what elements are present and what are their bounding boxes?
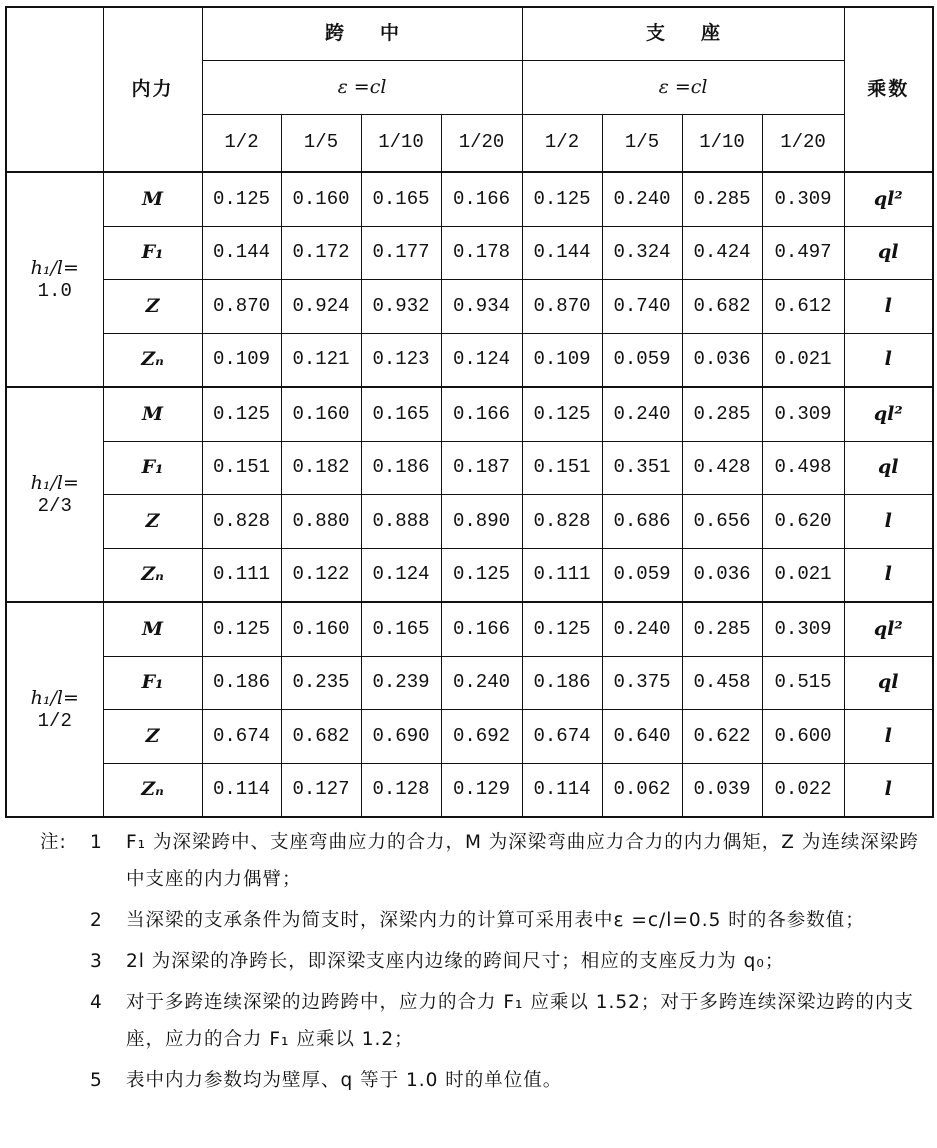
value-cell: 0.182 (281, 441, 361, 495)
value-cell: 0.125 (441, 548, 522, 602)
value-cell: 0.125 (522, 172, 602, 226)
ratio-header-cell: 1/20 (762, 114, 844, 172)
group-ratio-label: h₁/l= (30, 256, 79, 279)
value-cell: 0.036 (682, 548, 762, 602)
value-cell: 0.285 (682, 172, 762, 226)
value-cell: 0.186 (522, 656, 602, 710)
force-cell: M (103, 387, 202, 441)
force-cell: F₁ (103, 656, 202, 710)
table-row (6, 333, 933, 387)
multiplier-cell: l (844, 548, 933, 602)
table-row (6, 656, 933, 710)
notes-section (40, 824, 935, 1103)
multiplier-cell: ql (844, 226, 933, 280)
value-cell: 0.177 (361, 226, 441, 280)
value-cell: 0.123 (361, 333, 441, 387)
value-cell: 0.682 (682, 280, 762, 334)
value-cell: 0.021 (762, 333, 844, 387)
value-cell: 0.114 (522, 763, 602, 817)
value-cell: 0.682 (281, 710, 361, 764)
header-chengshu: 乘数 (844, 7, 933, 172)
header-neili: 内力 (103, 7, 202, 172)
ratio-header-cell: 1/20 (441, 114, 522, 172)
value-cell: 0.125 (522, 602, 602, 656)
note-text: 对于多跨连续深梁的边跨跨中，应力的合力 F₁ 应乘以 1.52；对于多跨连续深梁边跨的内支座，应力的合力 F₁ 应乘以 1.2； (126, 992, 914, 1050)
note-text: F₁ 为深梁跨中、支座弯曲应力的合力，M 为深梁弯曲应力合力的内力偶矩，Z 为连续深梁跨中支座的内力偶臂； (126, 832, 919, 890)
force-cell: Z (103, 710, 202, 764)
value-cell: 0.124 (361, 548, 441, 602)
group-ratio-value: 1.0 (37, 279, 72, 302)
group-ratio-value: 1/2 (37, 709, 72, 732)
value-cell: 0.324 (602, 226, 682, 280)
value-cell: 0.109 (522, 333, 602, 387)
value-cell: 0.285 (682, 387, 762, 441)
value-cell: 0.186 (202, 656, 281, 710)
value-cell: 0.128 (361, 763, 441, 817)
value-cell: 0.022 (762, 763, 844, 817)
value-cell: 0.924 (281, 280, 361, 334)
value-cell: 0.036 (682, 333, 762, 387)
note-item (40, 984, 935, 1058)
ratio-header-cell: 1/5 (281, 114, 361, 172)
value-cell: 0.240 (602, 172, 682, 226)
note-text: 表中内力参数均为壁厚、q 等于 1.0 时的单位值。 (126, 1070, 563, 1091)
force-cell: Zₙ (103, 333, 202, 387)
value-cell: 0.160 (281, 387, 361, 441)
value-cell: 0.186 (361, 441, 441, 495)
value-cell: 0.151 (522, 441, 602, 495)
note-number: 1 (90, 832, 103, 853)
group-label-cell (6, 602, 103, 817)
internal-force-table (5, 6, 934, 818)
value-cell: 0.240 (441, 656, 522, 710)
value-cell: 0.021 (762, 548, 844, 602)
value-cell: 0.129 (441, 763, 522, 817)
multiplier-cell: l (844, 495, 933, 549)
value-cell: 0.166 (441, 172, 522, 226)
value-cell: 0.151 (202, 441, 281, 495)
note-number: 4 (90, 992, 103, 1013)
table-row (6, 280, 933, 334)
value-cell: 0.498 (762, 441, 844, 495)
value-cell: 0.497 (762, 226, 844, 280)
value-cell: 0.870 (202, 280, 281, 334)
table-row (6, 172, 933, 226)
value-cell: 0.622 (682, 710, 762, 764)
value-cell: 0.240 (602, 602, 682, 656)
multiplier-cell: l (844, 280, 933, 334)
value-cell: 0.828 (202, 495, 281, 549)
corner-cell (6, 7, 103, 172)
value-cell: 0.309 (762, 387, 844, 441)
header-zhizuo: 支座 (522, 7, 844, 60)
value-cell: 0.612 (762, 280, 844, 334)
value-cell: 0.039 (682, 763, 762, 817)
value-cell: 0.880 (281, 495, 361, 549)
value-cell: 0.828 (522, 495, 602, 549)
value-cell: 0.160 (281, 172, 361, 226)
value-cell: 0.122 (281, 548, 361, 602)
group-label-cell (6, 172, 103, 387)
value-cell: 0.515 (762, 656, 844, 710)
value-cell: 0.114 (202, 763, 281, 817)
value-cell: 0.375 (602, 656, 682, 710)
value-cell: 0.109 (202, 333, 281, 387)
value-cell: 0.674 (202, 710, 281, 764)
force-cell: Z (103, 495, 202, 549)
value-cell: 0.351 (602, 441, 682, 495)
note-item (40, 902, 935, 939)
value-cell: 0.062 (602, 763, 682, 817)
note-number: 2 (90, 910, 103, 931)
value-cell: 0.127 (281, 763, 361, 817)
value-cell: 0.656 (682, 495, 762, 549)
note-number: 3 (90, 951, 103, 972)
value-cell: 0.144 (202, 226, 281, 280)
value-cell: 0.178 (441, 226, 522, 280)
value-cell: 0.686 (602, 495, 682, 549)
value-cell: 0.166 (441, 602, 522, 656)
group-ratio-value: 2/3 (37, 494, 72, 517)
value-cell: 0.111 (522, 548, 602, 602)
value-cell: 0.125 (202, 602, 281, 656)
value-cell: 0.187 (441, 441, 522, 495)
force-cell: M (103, 602, 202, 656)
value-cell: 0.144 (522, 226, 602, 280)
note-item (40, 1062, 935, 1099)
value-cell: 0.890 (441, 495, 522, 549)
value-cell: 0.160 (281, 602, 361, 656)
ratio-header-cell: 1/10 (682, 114, 762, 172)
value-cell: 0.888 (361, 495, 441, 549)
value-cell: 0.424 (682, 226, 762, 280)
multiplier-cell: ql (844, 441, 933, 495)
table-row (6, 602, 933, 656)
value-cell: 0.235 (281, 656, 361, 710)
multiplier-cell: ql² (844, 172, 933, 226)
value-cell: 0.932 (361, 280, 441, 334)
value-cell: 0.059 (602, 333, 682, 387)
multiplier-cell: ql² (844, 387, 933, 441)
force-cell: Z (103, 280, 202, 334)
value-cell: 0.125 (522, 387, 602, 441)
table-row (6, 495, 933, 549)
multiplier-cell: ql² (844, 602, 933, 656)
value-cell: 0.600 (762, 710, 844, 764)
force-cell: F₁ (103, 226, 202, 280)
value-cell: 0.165 (361, 172, 441, 226)
value-cell: 0.125 (202, 387, 281, 441)
multiplier-cell: l (844, 710, 933, 764)
value-cell: 0.309 (762, 172, 844, 226)
group-ratio-label: h₁/l= (30, 471, 79, 494)
table-body (6, 172, 933, 817)
value-cell: 0.172 (281, 226, 361, 280)
value-cell: 0.165 (361, 387, 441, 441)
value-cell: 0.124 (441, 333, 522, 387)
value-cell: 0.166 (441, 387, 522, 441)
value-cell: 0.934 (441, 280, 522, 334)
value-cell: 0.620 (762, 495, 844, 549)
ratio-header-cell: 1/2 (202, 114, 281, 172)
table-row (6, 226, 933, 280)
note-text: 2l 为深梁的净跨长，即深梁支座内边缘的跨间尺寸；相应的支座反力为 q₀； (126, 951, 785, 972)
value-cell: 0.111 (202, 548, 281, 602)
value-cell: 0.690 (361, 710, 441, 764)
force-cell: F₁ (103, 441, 202, 495)
table-row (6, 387, 933, 441)
table-row (6, 441, 933, 495)
table-row (6, 548, 933, 602)
multiplier-cell: l (844, 763, 933, 817)
table-wrapper (5, 6, 932, 818)
value-cell: 0.125 (202, 172, 281, 226)
value-cell: 0.059 (602, 548, 682, 602)
value-cell: 0.870 (522, 280, 602, 334)
force-cell: M (103, 172, 202, 226)
value-cell: 0.240 (602, 387, 682, 441)
ratio-header-cell: 1/10 (361, 114, 441, 172)
header-epsilon-support: ε =cl (522, 60, 844, 114)
note-item (40, 943, 935, 980)
notes-prefix: 注: (40, 832, 67, 853)
multiplier-cell: ql (844, 656, 933, 710)
table-row (6, 710, 933, 764)
value-cell: 0.428 (682, 441, 762, 495)
note-item (40, 824, 935, 898)
force-cell: Zₙ (103, 763, 202, 817)
value-cell: 0.692 (441, 710, 522, 764)
force-cell: Zₙ (103, 548, 202, 602)
value-cell: 0.121 (281, 333, 361, 387)
value-cell: 0.674 (522, 710, 602, 764)
group-ratio-label: h₁/l= (30, 686, 79, 709)
header-epsilon-span: ε =cl (202, 60, 522, 114)
value-cell: 0.285 (682, 602, 762, 656)
value-cell: 0.239 (361, 656, 441, 710)
value-cell: 0.309 (762, 602, 844, 656)
ratio-header-cell: 1/2 (522, 114, 602, 172)
group-label-cell (6, 387, 103, 602)
note-text: 当深梁的支承条件为简支时，深梁内力的计算可采用表中ε =c/l=0.5 时的各参数值； (126, 910, 865, 931)
value-cell: 0.165 (361, 602, 441, 656)
value-cell: 0.458 (682, 656, 762, 710)
multiplier-cell: l (844, 333, 933, 387)
note-number: 5 (90, 1070, 103, 1091)
header-kuazhong: 跨中 (202, 7, 522, 60)
value-cell: 0.740 (602, 280, 682, 334)
table-row (6, 763, 933, 817)
value-cell: 0.640 (602, 710, 682, 764)
ratio-header-cell: 1/5 (602, 114, 682, 172)
